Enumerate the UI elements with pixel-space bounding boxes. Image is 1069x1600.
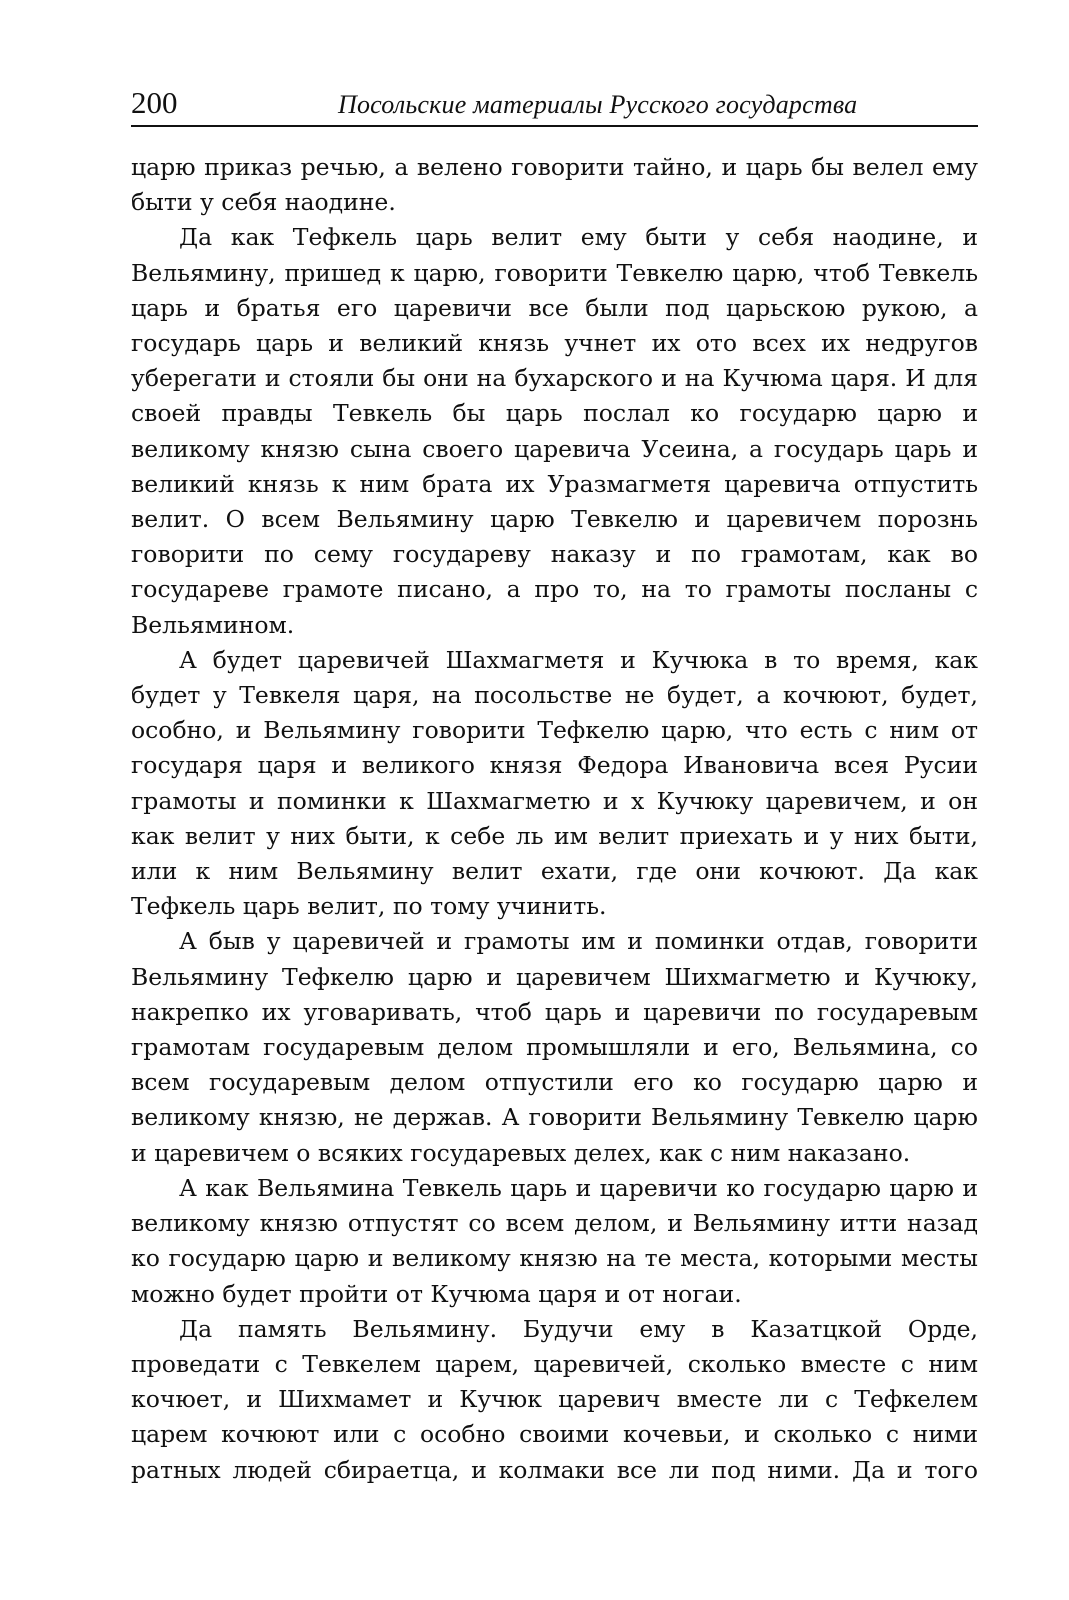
running-title: Посольские материалы Русского государства (338, 90, 858, 119)
paragraph-1: царю приказ речью, а велено говорити тайно, и царь бы велел ему быти у себя наодине. (131, 153, 978, 217)
paragraph-5: А как Вельямина Тевкель царь и царевичи ко государю царю и великому князю отпустят со всем делом, и Вельямину итти назад ко государю царю и великому князю на те места, которыми месты можно будет пройти от Кучюма царя и от ногаи. (131, 1173, 978, 1308)
running-head (131, 84, 978, 128)
paragraph-2: Да как Тефкель царь велит ему быти у себя наодине, и Вельямину, пришед к царю, говорити Тевкелю царю, чтоб Тевкель царь и братья его царевичи все были под царьскою рукою, а государь царь и великий князь учнет их ото всех их недругов уберегати и стояли бы они на бухарского и на Кучюма царя. И для своей правды Тевкель бы царь послал ко государю царю и великому князю сына своего царевича Усеина, а государь царь и великий князь к ним брата их Уразмагметя царевича отпустить велит. О всем Вельямину царю Тевкелю и царевичем порознь говорити по сему государеву наказу и по грамотам, как во государеве грамоте писано, а про то, на то грамоты посланы с Вельямином. (131, 223, 978, 639)
paragraph-6: Да память Вельямину. Будучи ему в Казатцкой Орде, проведати с Тевкелем царем, царевичей, сколько вместе с ним кочюет, и Шихмамет и Кучюк царевич вместе ли с Тефкелем царем кочюют или с особно своими кочевьи, и сколько с ними ратных людей сбираетца, и колмаки все ли под ними. Да и того (131, 1314, 978, 1484)
header-rule (131, 125, 978, 127)
paragraph-4: А быв у царевичей и грамоты им и поминки отдав, говорити Вельямину Тефкелю царю и царевичем Шихмагметю и Кучюку, накрепко их уговаривать, чтоб царь и царевичи по государевым грамотам государевым делом промышляли и его, Вельямина, со всем государевым делом отпустили его ко государю царю и великому князю, не держав. А говорити Вельямину Тевкелю царю и царевичем о всяких государевых делех, как с ним наказано. (131, 927, 978, 1167)
paragraph-3: А будет царевичей Шахмагметя и Кучюка в то время, как будет у Тевкеля царя, на посольстве не будет, а кочюют, будет, особно, и Вельямину говорити Тефкелю царю, что есть с ним от государя царя и великого князя Федора Ивановича всея Русии грамоты и поминки к Шахмагметю и х Кучюку царевичем, и он как велит у них быти, к себе ль им велит приехать и у них быти, или к ним Вельямину велит ехати, где они кочюют. Да как Тефкель царь велит, по тому учинить. (131, 645, 978, 921)
body-text (131, 150, 978, 1488)
page-number: 200 (131, 85, 178, 120)
